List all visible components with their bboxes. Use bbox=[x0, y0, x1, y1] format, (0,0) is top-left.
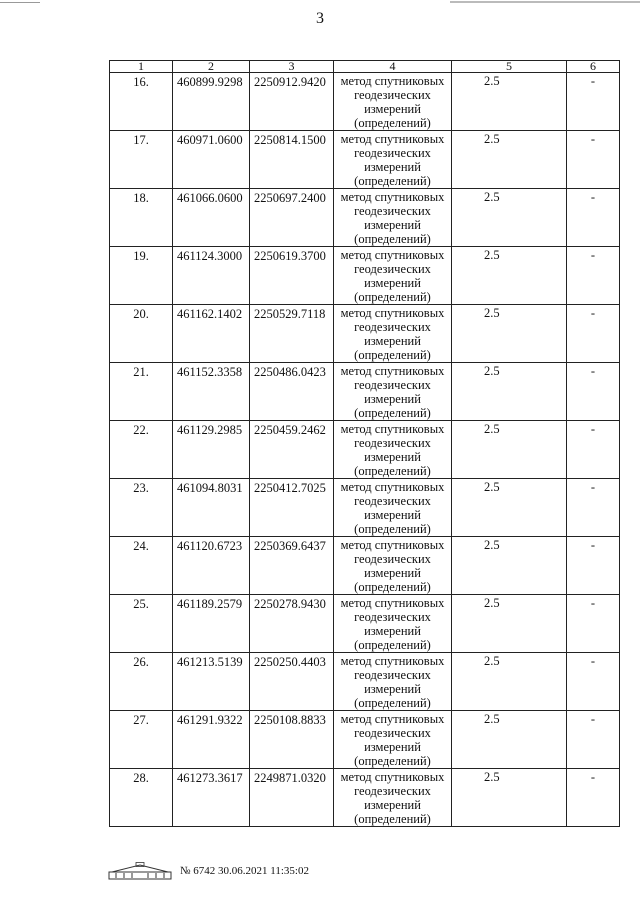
table-row bbox=[110, 247, 620, 305]
coordinate-x: 461094.8031 bbox=[173, 479, 250, 537]
row-number: 27. bbox=[110, 711, 173, 769]
row-number: 25. bbox=[110, 595, 173, 653]
coordinate-x: 461189.2579 bbox=[173, 595, 250, 653]
coordinate-x: 461152.3358 bbox=[173, 363, 250, 421]
table-row bbox=[110, 479, 620, 537]
row-number: 21. bbox=[110, 363, 173, 421]
accuracy-value: 2.5 bbox=[452, 305, 567, 363]
accuracy-value: 2.5 bbox=[452, 131, 567, 189]
table-row bbox=[110, 769, 620, 827]
accuracy-value: 2.5 bbox=[452, 363, 567, 421]
table-row bbox=[110, 711, 620, 769]
method-description: метод спутниковых геодезических измерений (определений) bbox=[334, 653, 452, 711]
coordinate-x: 461120.6723 bbox=[173, 537, 250, 595]
row-number: 22. bbox=[110, 421, 173, 479]
government-building-stamp-icon bbox=[108, 862, 172, 880]
coordinate-x: 461273.3617 bbox=[173, 769, 250, 827]
note-value: - bbox=[567, 653, 620, 711]
method-description: метод спутниковых геодезических измерений (определений) bbox=[334, 73, 452, 131]
row-number: 19. bbox=[110, 247, 173, 305]
header-row bbox=[110, 61, 620, 73]
note-value: - bbox=[567, 189, 620, 247]
coordinate-x: 460899.9298 bbox=[173, 73, 250, 131]
coordinate-y: 2250697.2400 bbox=[250, 189, 334, 247]
coordinate-x: 461066.0600 bbox=[173, 189, 250, 247]
accuracy-value: 2.5 bbox=[452, 537, 567, 595]
note-value: - bbox=[567, 131, 620, 189]
coordinate-y: 2250814.1500 bbox=[250, 131, 334, 189]
coordinate-y: 2250250.4403 bbox=[250, 653, 334, 711]
registration-stamp: № 6742 30.06.2021 11:35:02 bbox=[180, 865, 309, 877]
note-value: - bbox=[567, 595, 620, 653]
method-description: метод спутниковых геодезических измерений (определений) bbox=[334, 305, 452, 363]
coordinate-y: 2250108.8833 bbox=[250, 711, 334, 769]
table-row bbox=[110, 653, 620, 711]
note-value: - bbox=[567, 479, 620, 537]
table-row bbox=[110, 363, 620, 421]
accuracy-value: 2.5 bbox=[452, 595, 567, 653]
scan-edge-mark-right bbox=[450, 1, 640, 3]
accuracy-value: 2.5 bbox=[452, 421, 567, 479]
note-value: - bbox=[567, 305, 620, 363]
table-row bbox=[110, 421, 620, 479]
note-value: - bbox=[567, 363, 620, 421]
accuracy-value: 2.5 bbox=[452, 247, 567, 305]
coordinate-x: 461162.1402 bbox=[173, 305, 250, 363]
method-description: метод спутниковых геодезических измерений (определений) bbox=[334, 537, 452, 595]
row-number: 20. bbox=[110, 305, 173, 363]
coordinate-y: 2250486.0423 bbox=[250, 363, 334, 421]
footer bbox=[108, 862, 309, 880]
coordinate-x: 461213.5139 bbox=[173, 653, 250, 711]
coordinate-y: 2250412.7025 bbox=[250, 479, 334, 537]
table-row bbox=[110, 73, 620, 131]
note-value: - bbox=[567, 769, 620, 827]
row-number: 26. bbox=[110, 653, 173, 711]
note-value: - bbox=[567, 421, 620, 479]
coordinate-y: 2250278.9430 bbox=[250, 595, 334, 653]
note-value: - bbox=[567, 247, 620, 305]
row-number: 23. bbox=[110, 479, 173, 537]
row-number: 28. bbox=[110, 769, 173, 827]
method-description: метод спутниковых геодезических измерений (определений) bbox=[334, 131, 452, 189]
method-description: метод спутниковых геодезических измерений (определений) bbox=[334, 363, 452, 421]
accuracy-value: 2.5 bbox=[452, 479, 567, 537]
table-row bbox=[110, 305, 620, 363]
accuracy-value: 2.5 bbox=[452, 653, 567, 711]
coordinate-x: 460971.0600 bbox=[173, 131, 250, 189]
note-value: - bbox=[567, 537, 620, 595]
header-col-1: 1 bbox=[110, 61, 173, 73]
table-row bbox=[110, 537, 620, 595]
header-col-3: 3 bbox=[250, 61, 334, 73]
table-row bbox=[110, 595, 620, 653]
method-description: метод спутниковых геодезических измерений (определений) bbox=[334, 595, 452, 653]
page-number: 3 bbox=[316, 10, 324, 27]
coordinate-y: 2250369.6437 bbox=[250, 537, 334, 595]
method-description: метод спутниковых геодезических измерений (определений) bbox=[334, 711, 452, 769]
table-row bbox=[110, 189, 620, 247]
note-value: - bbox=[567, 73, 620, 131]
accuracy-value: 2.5 bbox=[452, 189, 567, 247]
coordinate-y: 2250459.2462 bbox=[250, 421, 334, 479]
coordinate-y: 2249871.0320 bbox=[250, 769, 334, 827]
coordinate-y: 2250529.7118 bbox=[250, 305, 334, 363]
header-col-5: 5 bbox=[452, 61, 567, 73]
accuracy-value: 2.5 bbox=[452, 769, 567, 827]
coordinate-y: 2250619.3700 bbox=[250, 247, 334, 305]
accuracy-value: 2.5 bbox=[452, 711, 567, 769]
method-description: метод спутниковых геодезических измерений (определений) bbox=[334, 247, 452, 305]
coordinate-x: 461124.3000 bbox=[173, 247, 250, 305]
row-number: 18. bbox=[110, 189, 173, 247]
table-row bbox=[110, 131, 620, 189]
coordinate-x: 461291.9322 bbox=[173, 711, 250, 769]
row-number: 17. bbox=[110, 131, 173, 189]
header-col-6: 6 bbox=[567, 61, 620, 73]
header-col-4: 4 bbox=[334, 61, 452, 73]
coordinate-y: 2250912.9420 bbox=[250, 73, 334, 131]
scan-edge-mark-left bbox=[0, 2, 40, 3]
accuracy-value: 2.5 bbox=[452, 73, 567, 131]
method-description: метод спутниковых геодезических измерений (определений) bbox=[334, 421, 452, 479]
row-number: 24. bbox=[110, 537, 173, 595]
header-col-2: 2 bbox=[173, 61, 250, 73]
coordinate-x: 461129.2985 bbox=[173, 421, 250, 479]
note-value: - bbox=[567, 711, 620, 769]
table-body bbox=[110, 73, 620, 827]
method-description: метод спутниковых геодезических измерений (определений) bbox=[334, 189, 452, 247]
row-number: 16. bbox=[110, 73, 173, 131]
coordinates-table bbox=[109, 60, 620, 827]
method-description: метод спутниковых геодезических измерений (определений) bbox=[334, 769, 452, 827]
method-description: метод спутниковых геодезических измерений (определений) bbox=[334, 479, 452, 537]
